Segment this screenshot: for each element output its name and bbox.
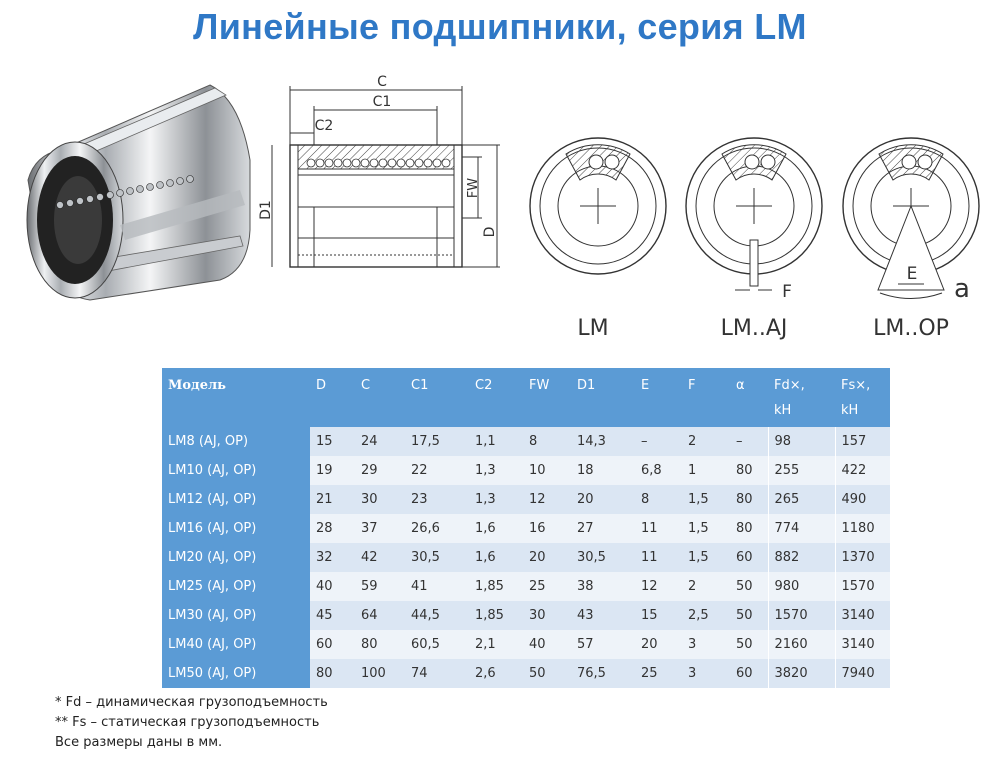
cell-fs: 3140 bbox=[835, 630, 890, 659]
cell-d1: 76,5 bbox=[571, 659, 635, 688]
col-header-model: Модель bbox=[162, 368, 310, 427]
cell-d: 19 bbox=[310, 456, 355, 485]
cell-c2: 1,6 bbox=[469, 543, 523, 572]
cell-d1: 38 bbox=[571, 572, 635, 601]
cell-fs: 1570 bbox=[835, 572, 890, 601]
cell-d1: 30,5 bbox=[571, 543, 635, 572]
cell-d1: 14,3 bbox=[571, 427, 635, 456]
cell-fs: 1370 bbox=[835, 543, 890, 572]
cell-f: 3 bbox=[682, 659, 730, 688]
cell-c1: 26,6 bbox=[405, 514, 469, 543]
cell-c: 29 bbox=[355, 456, 405, 485]
cell-c1: 60,5 bbox=[405, 630, 469, 659]
table-row bbox=[162, 427, 890, 456]
cell-fw: 10 bbox=[523, 456, 571, 485]
col-header-d: D bbox=[310, 368, 355, 427]
cell-c2: 2,1 bbox=[469, 630, 523, 659]
footnote-units: Все размеры даны в мм. bbox=[55, 735, 223, 750]
cell-c1: 22 bbox=[405, 456, 469, 485]
cell-d1: 43 bbox=[571, 601, 635, 630]
table-row bbox=[162, 572, 890, 601]
col-header-fd bbox=[768, 368, 835, 427]
cell-f: 1 bbox=[682, 456, 730, 485]
cell-alpha: 80 bbox=[730, 514, 768, 543]
cell-fd: 882 bbox=[768, 543, 835, 572]
cell-c1: 41 bbox=[405, 572, 469, 601]
dim-label-fw: FW bbox=[466, 177, 481, 199]
col-header-c1: C1 bbox=[405, 368, 469, 427]
bearing-illustration bbox=[0, 60, 1000, 360]
cell-fd: 3820 bbox=[768, 659, 835, 688]
cell-d: 21 bbox=[310, 485, 355, 514]
cell-e: – bbox=[635, 427, 682, 456]
cell-d: 60 bbox=[310, 630, 355, 659]
cell-c1: 74 bbox=[405, 659, 469, 688]
footnote-fd: * Fd – динамическая грузоподъемность bbox=[55, 695, 328, 710]
cell-e: 12 bbox=[635, 572, 682, 601]
cell-fs: 490 bbox=[835, 485, 890, 514]
cell-c2: 1,85 bbox=[469, 601, 523, 630]
dim-label-c2: C2 bbox=[314, 118, 334, 134]
cell-fw: 12 bbox=[523, 485, 571, 514]
dim-label-c1: C1 bbox=[372, 94, 392, 110]
col-header-fd-line2: kH bbox=[774, 403, 792, 418]
dim-label-d1: D1 bbox=[258, 200, 274, 220]
cell-model: LM50 (AJ, OP) bbox=[162, 659, 310, 688]
footnotes bbox=[55, 693, 328, 753]
cell-alpha: 60 bbox=[730, 659, 768, 688]
dim-label-f: F bbox=[782, 282, 792, 302]
col-header-alpha: α bbox=[730, 368, 768, 427]
cell-fs: 7940 bbox=[835, 659, 890, 688]
table-row bbox=[162, 456, 890, 485]
cell-d1: 27 bbox=[571, 514, 635, 543]
cell-d: 32 bbox=[310, 543, 355, 572]
cell-e: 25 bbox=[635, 659, 682, 688]
table-header bbox=[162, 368, 890, 427]
cell-fw: 50 bbox=[523, 659, 571, 688]
cell-fd: 774 bbox=[768, 514, 835, 543]
cell-c: 80 bbox=[355, 630, 405, 659]
cell-c2: 1,85 bbox=[469, 572, 523, 601]
cell-c2: 1,3 bbox=[469, 485, 523, 514]
cross-section-lm bbox=[530, 138, 666, 274]
col-header-fd-line1: Fd×, bbox=[774, 378, 805, 393]
variant-label-lm-op: LM..OP bbox=[873, 316, 949, 341]
dim-label-d: D bbox=[482, 226, 498, 238]
cell-alpha: 50 bbox=[730, 572, 768, 601]
cell-e: 11 bbox=[635, 543, 682, 572]
cell-model: LM8 (AJ, OP) bbox=[162, 427, 310, 456]
cross-section-lm-aj bbox=[686, 138, 822, 290]
cell-c: 100 bbox=[355, 659, 405, 688]
cell-f: 1,5 bbox=[682, 543, 730, 572]
cell-alpha: 60 bbox=[730, 543, 768, 572]
cell-fw: 25 bbox=[523, 572, 571, 601]
cell-fd: 1570 bbox=[768, 601, 835, 630]
col-header-fs bbox=[835, 368, 890, 427]
bearing-photo bbox=[27, 85, 250, 300]
cell-fw: 30 bbox=[523, 601, 571, 630]
cell-model: LM16 (AJ, OP) bbox=[162, 514, 310, 543]
cell-c: 30 bbox=[355, 485, 405, 514]
cell-f: 2 bbox=[682, 572, 730, 601]
cell-alpha: – bbox=[730, 427, 768, 456]
section-drawing bbox=[272, 86, 500, 267]
cell-d1: 57 bbox=[571, 630, 635, 659]
cell-d: 15 bbox=[310, 427, 355, 456]
cell-model: LM30 (AJ, OP) bbox=[162, 601, 310, 630]
cell-c1: 30,5 bbox=[405, 543, 469, 572]
col-header-fs-line2: kH bbox=[841, 403, 859, 418]
cell-d: 45 bbox=[310, 601, 355, 630]
cell-f: 1,5 bbox=[682, 514, 730, 543]
cell-f: 2,5 bbox=[682, 601, 730, 630]
cell-c2: 2,6 bbox=[469, 659, 523, 688]
col-header-fw: FW bbox=[523, 368, 571, 427]
cell-fs: 422 bbox=[835, 456, 890, 485]
dim-label-e: E bbox=[906, 264, 918, 284]
cell-c: 64 bbox=[355, 601, 405, 630]
cell-alpha: 50 bbox=[730, 601, 768, 630]
cell-e: 11 bbox=[635, 514, 682, 543]
cell-fw: 16 bbox=[523, 514, 571, 543]
col-header-d1: D1 bbox=[571, 368, 635, 427]
cell-c1: 44,5 bbox=[405, 601, 469, 630]
dim-label-c: C bbox=[377, 74, 387, 90]
cell-e: 15 bbox=[635, 601, 682, 630]
table-row bbox=[162, 543, 890, 572]
variant-label-lm-aj: LM..AJ bbox=[720, 316, 788, 341]
cell-fd: 255 bbox=[768, 456, 835, 485]
cell-model: LM25 (AJ, OP) bbox=[162, 572, 310, 601]
variant-label-lm: LM bbox=[577, 316, 609, 341]
table-row bbox=[162, 601, 890, 630]
table-row bbox=[162, 514, 890, 543]
cell-e: 6,8 bbox=[635, 456, 682, 485]
cell-fd: 98 bbox=[768, 427, 835, 456]
col-header-c2: C2 bbox=[469, 368, 523, 427]
cell-d1: 18 bbox=[571, 456, 635, 485]
cell-alpha: 80 bbox=[730, 485, 768, 514]
cell-alpha: 80 bbox=[730, 456, 768, 485]
table-row bbox=[162, 630, 890, 659]
cell-model: LM12 (AJ, OP) bbox=[162, 485, 310, 514]
cell-fs: 1180 bbox=[835, 514, 890, 543]
cell-f: 2 bbox=[682, 427, 730, 456]
cell-c2: 1,6 bbox=[469, 514, 523, 543]
cell-c: 37 bbox=[355, 514, 405, 543]
cell-d: 28 bbox=[310, 514, 355, 543]
cell-fw: 20 bbox=[523, 543, 571, 572]
dim-label-alpha: a bbox=[954, 274, 970, 304]
table-row bbox=[162, 659, 890, 688]
cell-f: 1,5 bbox=[682, 485, 730, 514]
cell-c: 24 bbox=[355, 427, 405, 456]
table-row bbox=[162, 485, 890, 514]
cell-c1: 17,5 bbox=[405, 427, 469, 456]
cell-e: 20 bbox=[635, 630, 682, 659]
col-header-fs-line1: Fs×, bbox=[841, 378, 871, 393]
cell-fw: 8 bbox=[523, 427, 571, 456]
table-body bbox=[162, 427, 890, 688]
col-header-f: F bbox=[682, 368, 730, 427]
cell-model: LM20 (AJ, OP) bbox=[162, 543, 310, 572]
page-title: Линейные подшипники, серия LM bbox=[193, 6, 807, 47]
specs-table bbox=[162, 368, 890, 688]
cell-d1: 20 bbox=[571, 485, 635, 514]
cell-c2: 1,3 bbox=[469, 456, 523, 485]
cell-f: 3 bbox=[682, 630, 730, 659]
cell-fd: 980 bbox=[768, 572, 835, 601]
col-header-e: E bbox=[635, 368, 682, 427]
cell-d: 80 bbox=[310, 659, 355, 688]
cell-c1: 23 bbox=[405, 485, 469, 514]
cell-model: LM40 (AJ, OP) bbox=[162, 630, 310, 659]
cell-model: LM10 (AJ, OP) bbox=[162, 456, 310, 485]
cell-fw: 40 bbox=[523, 630, 571, 659]
cell-fd: 2160 bbox=[768, 630, 835, 659]
col-header-c: C bbox=[355, 368, 405, 427]
cell-fd: 265 bbox=[768, 485, 835, 514]
cell-e: 8 bbox=[635, 485, 682, 514]
cell-fs: 3140 bbox=[835, 601, 890, 630]
cell-c2: 1,1 bbox=[469, 427, 523, 456]
cell-c: 59 bbox=[355, 572, 405, 601]
footnote-fs: ** Fs – статическая грузоподъемность bbox=[55, 715, 320, 730]
cell-d: 40 bbox=[310, 572, 355, 601]
cell-c: 42 bbox=[355, 543, 405, 572]
cell-fs: 157 bbox=[835, 427, 890, 456]
cell-alpha: 50 bbox=[730, 630, 768, 659]
